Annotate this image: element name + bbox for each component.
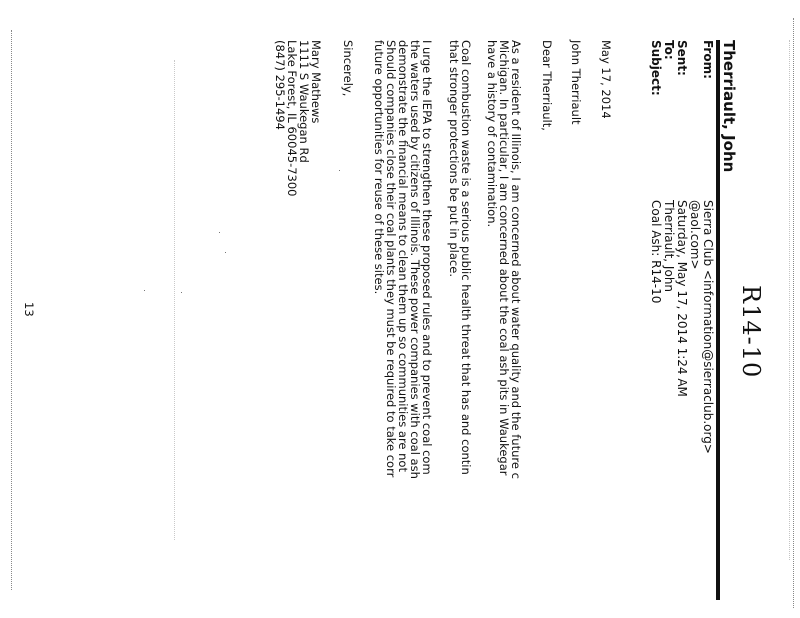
subject-value: Coal Ash: R14-10 xyxy=(649,200,663,304)
paragraph-1-line-3: have a history of contamination. xyxy=(485,40,499,228)
subject-label: Subject: xyxy=(649,40,663,96)
signature-address-1: 1111 S Waukegan Rd xyxy=(297,40,311,163)
sent-label: Sent: xyxy=(675,40,689,76)
scan-speck xyxy=(339,170,340,171)
scan-noise-line-top-2 xyxy=(789,40,790,560)
scan-speck xyxy=(225,252,226,253)
from-value-line1: Sierra Club <information@sierraclub.org> xyxy=(701,200,715,454)
docket-heading: R14-10 xyxy=(737,285,765,379)
paragraph-3-line-3: demonstrate the financial means to clean them up so communities are not xyxy=(396,40,410,472)
paragraph-2-line-1: Coal combustion waste is a serious public health threat that has and contin xyxy=(459,40,473,475)
letter-date: May 17, 2014 xyxy=(599,40,613,119)
signature-phone: (847) 295-1494 xyxy=(273,40,287,130)
paragraph-1-line-1: As a resident of Illinois, I am concerned about water quality and the future c xyxy=(509,40,523,479)
paragraph-3-line-2: the waters used by citizens of Illinois. These power companies with coal ash xyxy=(408,40,422,479)
from-value-line2: @aol.com> xyxy=(688,200,702,270)
scan-speck xyxy=(181,292,182,293)
paragraph-3-line-4: Should companies close their coal plants they must be required to take corr xyxy=(384,40,398,478)
signature-address-2: Lake Forest, IL 60045-7300 xyxy=(285,40,299,197)
scan-noise-line-mid xyxy=(174,60,175,540)
from-label: From: xyxy=(701,40,715,79)
paragraph-3-line-1: I urge the IEPA to strengthen these proposed rules and to prevent coal com xyxy=(420,40,434,475)
header-rule xyxy=(716,40,720,600)
scan-speck xyxy=(144,290,145,291)
scan-noise-line-top xyxy=(793,18,794,608)
to-value: Therriault, John xyxy=(662,200,676,293)
letter-closing: Sincerely, xyxy=(341,40,355,97)
scan-noise-line-bottom xyxy=(11,30,12,590)
scan-speck xyxy=(219,232,220,233)
signature-name: Mary Mathews xyxy=(309,40,323,124)
paragraph-2-line-2: that stronger protections be put in place. xyxy=(447,40,461,277)
paragraph-1-line-2: Michigan. In particular, I am concerned about the coal ash pits in Waukegar xyxy=(497,40,511,476)
sent-value: Saturday, May 17, 2014 1:24 AM xyxy=(675,200,689,397)
letter-salutation: Dear Therriault, xyxy=(540,40,554,131)
sender-name: Therriault, John xyxy=(720,40,738,173)
to-label: To: xyxy=(662,40,676,60)
letter-recipient: John Therriault xyxy=(569,40,583,125)
page-number: 13 xyxy=(22,302,36,317)
paragraph-3-line-5: future opportunities for reuse of these sites. xyxy=(372,40,386,295)
